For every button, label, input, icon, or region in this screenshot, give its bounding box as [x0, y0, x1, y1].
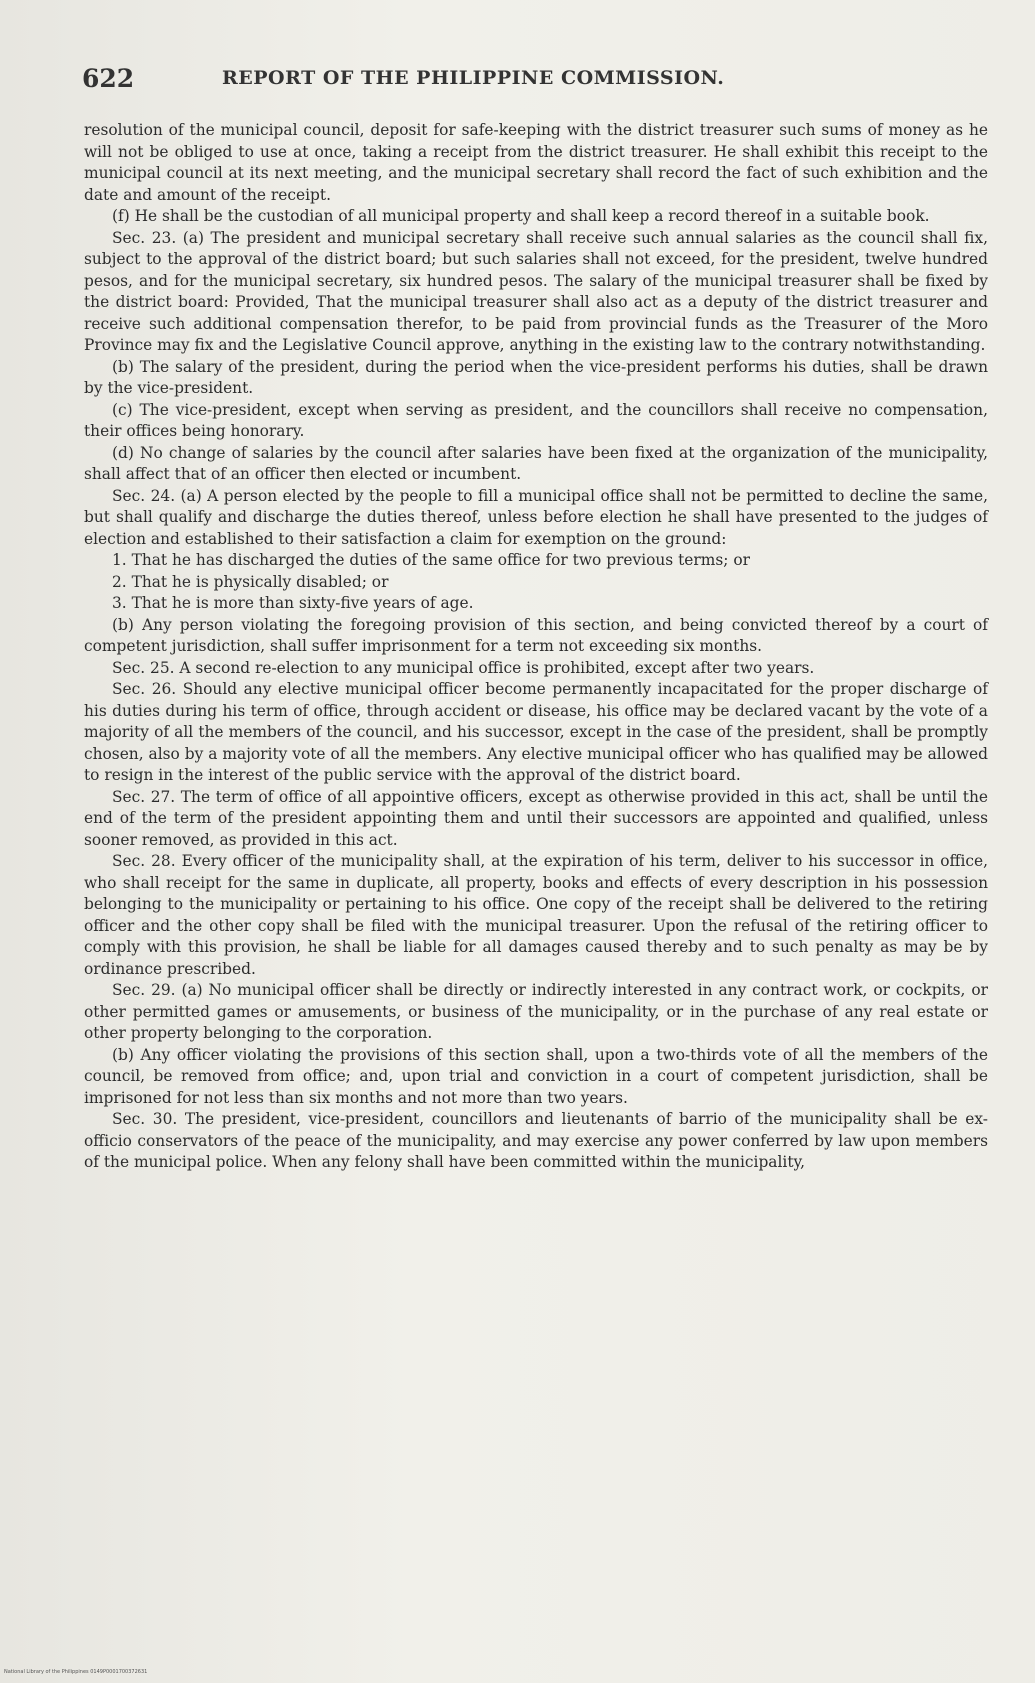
list-item: 2. That he is physically disabled; or — [112, 572, 389, 591]
running-title: REPORT OF THE PHILIPPINE COMMISSION. — [222, 67, 725, 89]
paragraph: Sec. 25. A second re-election to any municipal office is prohibited, except after two years. — [112, 658, 815, 677]
paragraph: Sec. 26. Should any elective municipal officer become permanently incapacitated for the proper discharge of his duties during his term of office, through accident or disease, his office may be declared vacant by the vote of a majority of all the members of the council, and his successor, except in the case of the president, shall be promptly chosen, also by a majority vote of all the members. Any elective municipal officer who has qualified may be allowed to resign in the interest of the public service with the approval of the district board. — [84, 680, 988, 784]
paragraph: (f) He shall be the custodian of all municipal property and shall keep a record thereof in a suitable book. — [112, 207, 930, 225]
paragraph: Sec. 30. The president, vice-president, councillors and lieutenants of barrio of the municipality shall be ex-officio conservators of the peace of the municipality, and may exercise any power conferred by law upon members of the municipal police. When any felony shall have been committed within the municipality, — [84, 1110, 988, 1171]
paragraph: (d) No change of salaries by the council after salaries have been fixed at the organization of the municipality, shall affect that of an officer then elected or incumbent. — [84, 443, 988, 483]
paragraph: Sec. 27. The term of office of all appointive officers, except as otherwise provided in this act, shall be until the end of the term of the president appointing them and until their successors are appointed and qualified, unless sooner removed, as provided in this act. — [84, 787, 988, 849]
paragraph: Sec. 29. (a) No municipal officer shall be directly or indirectly interested in any contract work, or cockpits, or other permitted games or amusements, or business of the municipality, or in the purchase of any real estate or other property belonging to the corporation. — [84, 981, 988, 1042]
paragraph: Sec. 24. (a) A person elected by the people to fill a municipal office shall not be permitted to decline the same, but shall qualify and discharge the duties thereof, unless before election he shall have presented to the judges of election and established to their satisfaction a claim for exemption on the ground: — [84, 486, 988, 548]
list-item: 1. That he has discharged the duties of the same office for two previous terms; or — [112, 551, 750, 569]
paragraph: (b) Any person violating the foregoing provision of this section, and being convicted thereof by a court of competent jurisdiction, shall suffer imprisonment for a term not exceeding six months. — [84, 615, 988, 655]
paragraph: (c) The vice-president, except when serving as president, and the councillors shall receive no compensation, their offices being honorary. — [84, 400, 988, 440]
paragraph: resolution of the municipal council, deposit for safe-keeping with the district treasurer such sums of money as he will not be obliged to use at once, taking a receipt from the district treasurer. He shall exhibit this receipt to the municipal council at its next meeting, and the municipal secretary shall record the fact of such exhibition and the date and amount of the receipt. — [84, 121, 988, 204]
paragraph: (b) The salary of the president, during the period when the vice-president performs his duties, shall be drawn by the vice-president. — [84, 357, 988, 397]
page-number: 622 — [82, 64, 135, 93]
paragraph: (b) Any officer violating the provisions of this section shall, upon a two-thirds vote of all the members of the council, be removed from office; and, upon trial and conviction in a court of competent jurisdiction, shall be imprisoned for not less than six months and not more than two years. — [84, 1045, 988, 1107]
paragraph: Sec. 28. Every officer of the municipality shall, at the expiration of his term, deliver to his successor in office, who shall receipt for the same in duplicate, all property, books and effects of every description in his possession belonging to the municipality or pertaining to his office. One copy of the receipt shall be delivered to the retiring officer and the other copy shall be filed with the municipal treasurer. Upon the refusal of the retiring officer to comply with this provision, he shall be liable for all damages caused thereby and to such penalty as may be by ordinance prescribed. — [84, 852, 988, 978]
scan-footer: National Library of the Philippines 0149P0001700372631 — [4, 1669, 148, 1675]
paragraph: Sec. 23. (a) The president and municipal secretary shall receive such annual salaries as the council shall fix, subject to the approval of the district board; but such salaries shall not exceed, for the president, twelve hundred pesos, and for the municipal secretary, six hundred pesos. The salary of the municipal treasurer shall be fixed by the district board: Provided, That the municipal treasurer shall also act as a deputy of the district treasurer and receive such additional compensation therefor, to be paid from provincial funds as the Treasurer of the Moro Province may fix and the Legislative Council approve, anything in the existing law to the contrary notwithstanding. — [84, 228, 988, 354]
body-text — [84, 120, 988, 1174]
page-header — [82, 64, 962, 98]
list-item: 3. That he is more than sixty-five years of age. — [112, 594, 474, 612]
